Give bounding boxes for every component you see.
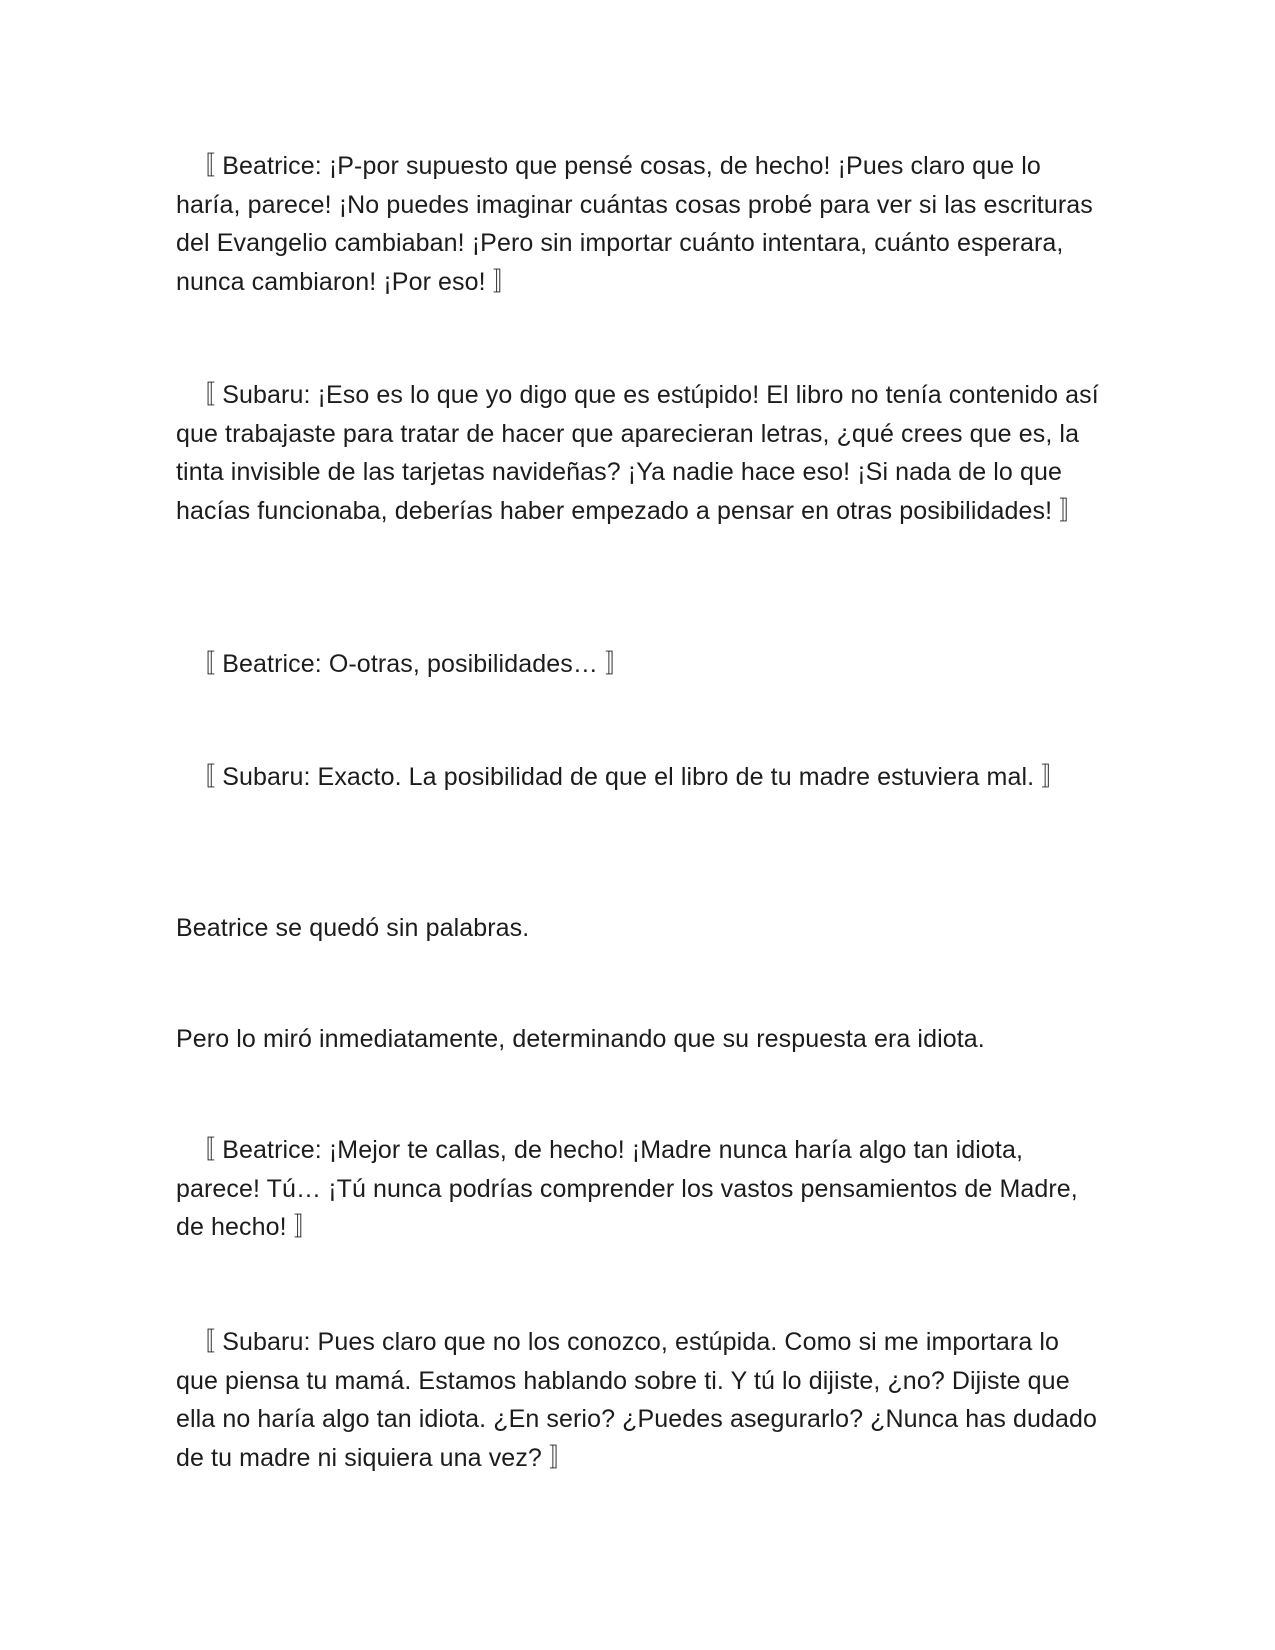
paragraph-subaru-2: 〚 Subaru: Exacto. La posibilidad de que el libro de tu madre estuviera mal. 〛	[176, 763, 1067, 791]
paragraph-beatrice-2: 〚 Beatrice: O-otras, posibilidades… 〛	[176, 650, 631, 678]
paragraph-beatrice-3: 〚 Beatrice: ¡Mejor te callas, de hecho! ¡Madre nunca haría algo tan idiota, parece! Tú… ¡Tú nunca podrías comprender los vastos pensamientos de Madre, de hecho! 〛	[176, 1136, 1078, 1241]
paragraph-narration-2: Pero lo miró inmediatamente, determinando que su respuesta era idiota.	[176, 1025, 985, 1053]
paragraph-subaru-3: 〚 Subaru: Pues claro que no los conozco, estúpida. Como si me importara lo que piensa tu mamá. Estamos hablando sobre ti. Y tú lo dijiste, ¿no? Dijiste que ella no haría algo tan idiota. ¿En serio? ¿Puedes asegurarlo? ¿Nunca has dudado de tu madre ni siquiera una vez? 〛	[176, 1328, 1097, 1472]
paragraph-narration-1: Beatrice se quedó sin palabras.	[176, 914, 530, 942]
paragraph-beatrice-1: 〚 Beatrice: ¡P-por supuesto que pensé cosas, de hecho! ¡Pues claro que lo haría, parece! ¡No puedes imaginar cuántas cosas probé para ver si las escrituras del Evangelio cambiaban! ¡Pero sin importar cuánto intentara, cuánto esperara, nunca cambiaron! ¡Por eso! 〛	[176, 152, 1093, 296]
paragraph-subaru-1: 〚 Subaru: ¡Eso es lo que yo digo que es estúpido! El libro no tenía contenido así que trabajaste para tratar de hacer que aparecieran letras, ¿qué crees que es, la tinta invisible de las tarjetas navideñas? ¡Ya nadie hace eso! ¡Si nada de lo que hacías funcionaba, deberías haber empezado a pensar en otras posibilidades! 〛	[176, 381, 1099, 525]
